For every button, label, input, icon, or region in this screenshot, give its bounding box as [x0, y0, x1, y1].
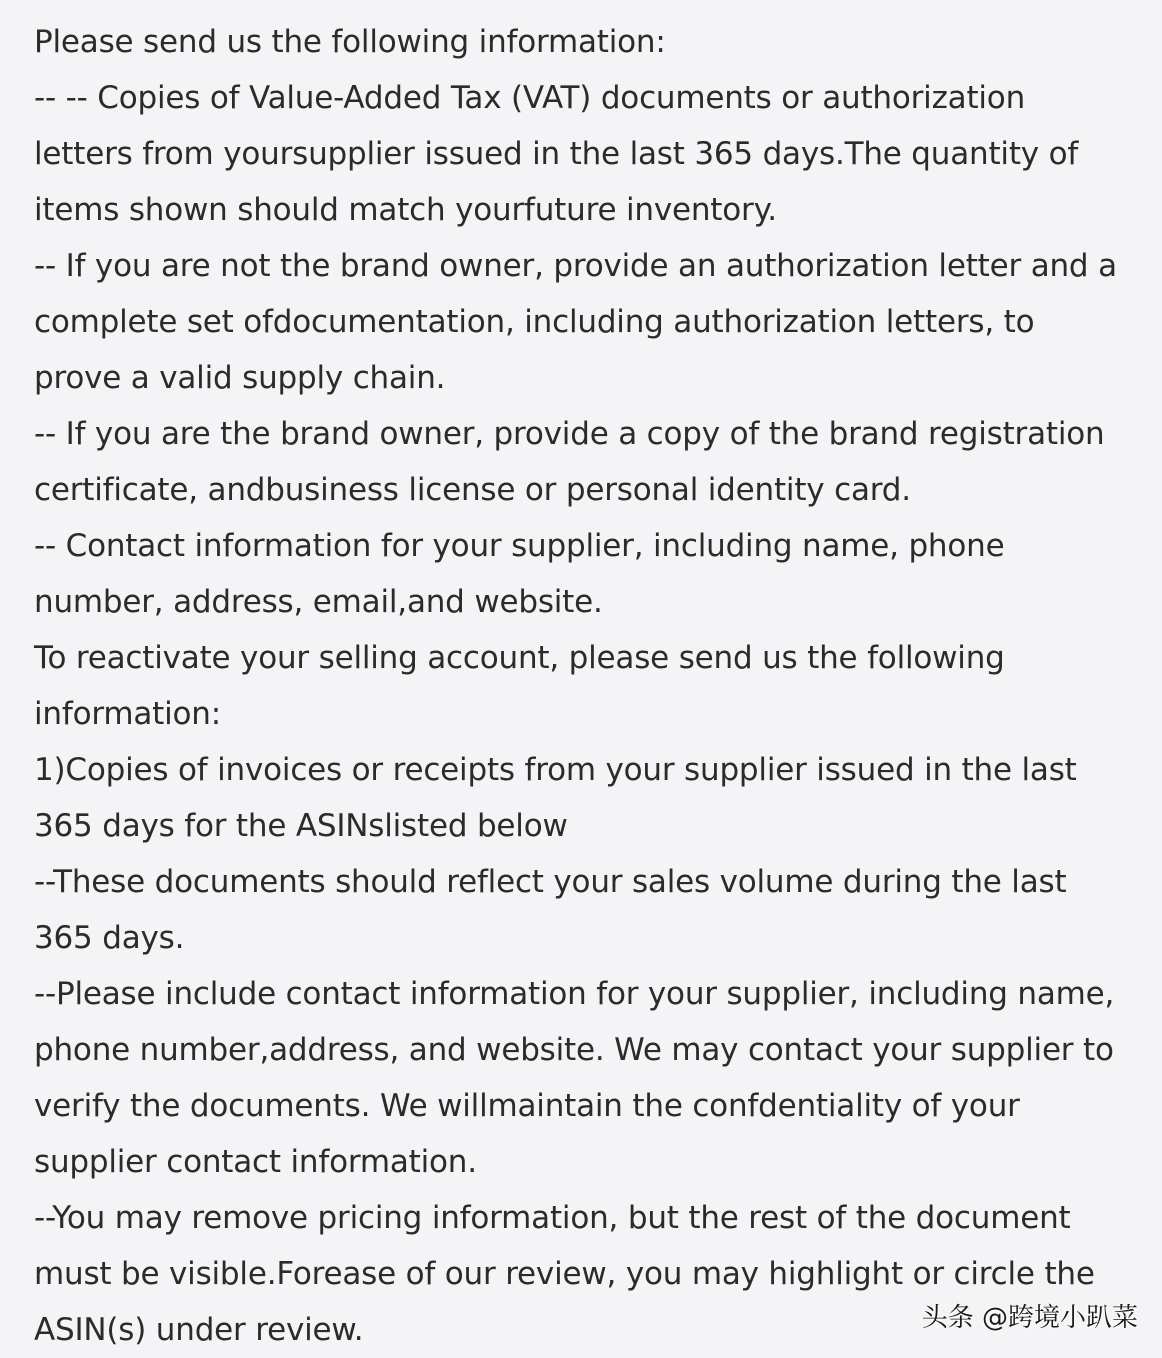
text-line: --Please include contact information for your supplier, including name,: [34, 976, 1115, 1012]
text-line: 365 days.: [34, 920, 185, 956]
text-line: supplier contact information.: [34, 1144, 477, 1180]
text-line: certificate, andbusiness license or personal identity card.: [34, 472, 911, 508]
text-line: verify the documents. We willmaintain the confdentiality of your: [34, 1088, 1020, 1124]
text-line: must be visible.Forease of our review, you may highlight or circle the: [34, 1256, 1095, 1292]
text-line: -- Contact information for your supplier, including name, phone: [34, 528, 1005, 564]
text-line: -- If you are not the brand owner, provide an authorization letter and a: [34, 248, 1117, 284]
text-line: information:: [34, 696, 221, 732]
text-line: ASIN(s) under review.: [34, 1312, 364, 1348]
text-line: 1)Copies of invoices or receipts from your supplier issued in the last: [34, 752, 1077, 788]
text-line: complete set ofdocumentation, including authorization letters, to: [34, 304, 1035, 340]
text-line: number, address, email,and website.: [34, 584, 603, 620]
document-text: [34, 14, 1154, 1358]
text-line: items shown should match yourfuture inventory.: [34, 192, 777, 228]
text-line: To reactivate your selling account, please send us the following: [34, 640, 1005, 676]
text-line: --You may remove pricing information, but the rest of the document: [34, 1200, 1071, 1236]
text-line: phone number,address, and website. We may contact your supplier to: [34, 1032, 1114, 1068]
text-line: --These documents should reflect your sales volume during the last: [34, 864, 1067, 900]
text-line: 365 days for the ASINslisted below: [34, 808, 568, 844]
text-line: letters from yoursupplier issued in the last 365 days.The quantity of: [34, 136, 1079, 172]
text-line: prove a valid supply chain.: [34, 360, 446, 396]
text-line: -- -- Copies of Value-Added Tax (VAT) documents or authorization: [34, 80, 1026, 116]
text-line: -- If you are the brand owner, provide a copy of the brand registration: [34, 416, 1105, 452]
source-watermark: 头条 @跨境小趴菜: [921, 1303, 1138, 1333]
text-line: Please send us the following information:: [34, 24, 666, 60]
